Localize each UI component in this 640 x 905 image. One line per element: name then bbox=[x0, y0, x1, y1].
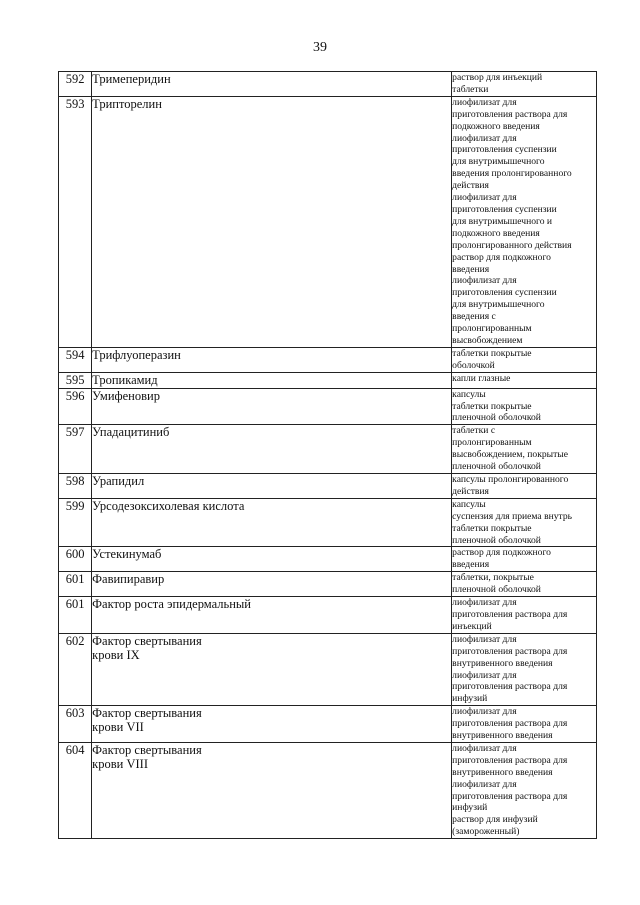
drug-name bbox=[92, 425, 452, 474]
dosage-form-line: капсулы bbox=[452, 388, 486, 400]
dosage-form-line: лиофилизат для bbox=[452, 96, 517, 108]
dosage-form-line: суспензия для приема внутрь bbox=[452, 510, 573, 522]
drug-name-line: Фавипиравир bbox=[92, 572, 165, 587]
dosage-form-line: высвобождением bbox=[452, 334, 523, 346]
row-number: 597 bbox=[59, 425, 92, 474]
dosage-form-line: приготовления раствора для bbox=[452, 645, 568, 657]
drug-name-line: Тропикамид bbox=[92, 372, 158, 387]
drug-name bbox=[92, 347, 452, 372]
dosage-form-line: пленочной оболочкой bbox=[452, 534, 541, 546]
drug-name bbox=[92, 388, 452, 425]
dosage-forms bbox=[452, 706, 597, 743]
table-row bbox=[59, 425, 597, 474]
drug-name-line: крови VIII bbox=[92, 756, 148, 771]
dosage-forms bbox=[452, 742, 597, 838]
table-row bbox=[59, 742, 597, 838]
dosage-form-line: оболочкой bbox=[452, 359, 495, 371]
table-row bbox=[59, 633, 597, 705]
drug-name bbox=[92, 72, 452, 97]
dosage-form-line: лиофилизат для bbox=[452, 633, 517, 645]
row-number: 598 bbox=[59, 474, 92, 499]
dosage-form-line: лиофилизат для bbox=[452, 132, 517, 144]
row-number: 601 bbox=[59, 572, 92, 597]
dosage-form-line: инфузий bbox=[452, 693, 488, 705]
table-row bbox=[59, 388, 597, 425]
dosage-form-line: для внутримышечного bbox=[452, 156, 545, 168]
dosage-forms bbox=[452, 425, 597, 474]
dosage-form-line: высвобождением, покрытые bbox=[452, 449, 568, 461]
table-row bbox=[59, 96, 597, 347]
dosage-form-line: внутривенного введения bbox=[452, 730, 553, 742]
dosage-form-line: действия bbox=[452, 180, 489, 192]
dosage-form-line: приготовления раствора для bbox=[452, 681, 568, 693]
drug-table bbox=[58, 71, 597, 839]
dosage-form-line: введения пролонгированного bbox=[452, 168, 572, 180]
dosage-form-line: приготовления раствора для bbox=[452, 608, 568, 620]
dosage-form-line: введения bbox=[452, 263, 490, 275]
dosage-forms bbox=[452, 72, 597, 97]
row-number: 594 bbox=[59, 347, 92, 372]
dosage-form-line: пролонгированного действия bbox=[452, 239, 572, 251]
dosage-form-line: действия bbox=[452, 485, 489, 497]
dosage-forms bbox=[452, 474, 597, 499]
table-row bbox=[59, 72, 597, 97]
drug-name-line: Урапидил bbox=[92, 474, 145, 488]
drug-name-line: Фактор свертывания bbox=[92, 706, 202, 721]
dosage-form-line: введения с bbox=[452, 311, 496, 323]
row-number: 600 bbox=[59, 547, 92, 572]
drug-name-line: Урсодезоксихолевая кислота bbox=[92, 498, 245, 513]
dosage-forms bbox=[452, 572, 597, 597]
dosage-form-line: капсулы пролонгированного bbox=[452, 474, 569, 485]
dosage-forms bbox=[452, 547, 597, 572]
dosage-form-line: приготовления суспензии bbox=[452, 287, 557, 299]
dosage-form-line: приготовления суспензии bbox=[452, 144, 557, 156]
table-row bbox=[59, 498, 597, 547]
dosage-form-line: лиофилизат для bbox=[452, 742, 517, 754]
dosage-form-line: (замороженный) bbox=[452, 826, 520, 838]
dosage-forms bbox=[452, 347, 597, 372]
dosage-form-line: внутривенного введения bbox=[452, 766, 553, 778]
dosage-form-line: пленочной оболочкой bbox=[452, 412, 541, 424]
dosage-form-line: таблетки, покрытые bbox=[452, 572, 534, 584]
drug-name bbox=[92, 498, 452, 547]
drug-name-line: Умифеновир bbox=[92, 388, 160, 403]
drug-name-line: Тримеперидин bbox=[92, 72, 171, 86]
dosage-form-line: лиофилизат для bbox=[452, 192, 517, 204]
row-number: 596 bbox=[59, 388, 92, 425]
drug-name bbox=[92, 572, 452, 597]
dosage-form-line: лиофилизат для bbox=[452, 597, 517, 609]
table-row bbox=[59, 474, 597, 499]
row-number: 592 bbox=[59, 72, 92, 97]
dosage-form-line: раствор для подкожного bbox=[452, 251, 551, 263]
drug-name bbox=[92, 597, 452, 634]
dosage-form-line: таблетки покрытые bbox=[452, 522, 532, 534]
dosage-form-line: приготовления раствора для bbox=[452, 718, 568, 730]
dosage-form-line: таблетки с bbox=[452, 425, 496, 437]
dosage-form-line: таблетки bbox=[452, 83, 489, 95]
dosage-form-line: раствор для подкожного bbox=[452, 547, 551, 559]
dosage-form-line: таблетки покрытые bbox=[452, 400, 532, 412]
drug-name bbox=[92, 706, 452, 743]
row-number: 593 bbox=[59, 96, 92, 347]
dosage-form-line: капли глазные bbox=[452, 372, 511, 384]
drug-name-line: крови IX bbox=[92, 647, 140, 662]
table-row bbox=[59, 347, 597, 372]
dosage-form-line: таблетки покрытые bbox=[452, 347, 532, 359]
table-row bbox=[59, 547, 597, 572]
drug-name bbox=[92, 547, 452, 572]
dosage-form-line: пролонгированным bbox=[452, 323, 532, 335]
dosage-form-line: инфузий bbox=[452, 802, 488, 814]
table-row bbox=[59, 572, 597, 597]
row-number: 601 bbox=[59, 597, 92, 634]
dosage-forms bbox=[452, 96, 597, 347]
dosage-form-line: приготовления суспензии bbox=[452, 203, 557, 215]
dosage-form-line: подкожного введения bbox=[452, 227, 540, 239]
drug-name-line: Упадацитиниб bbox=[92, 425, 170, 440]
dosage-forms bbox=[452, 372, 597, 388]
dosage-form-line: раствор для инъекций bbox=[452, 72, 543, 83]
dosage-form-line: для внутримышечного bbox=[452, 299, 545, 311]
dosage-form-line: приготовления раствора для bbox=[452, 108, 568, 120]
dosage-form-line: пролонгированным bbox=[452, 437, 532, 449]
row-number: 599 bbox=[59, 498, 92, 547]
drug-name bbox=[92, 474, 452, 499]
drug-name bbox=[92, 372, 452, 388]
row-number: 602 bbox=[59, 633, 92, 705]
dosage-form-line: приготовления раствора для bbox=[452, 754, 568, 766]
table-row bbox=[59, 372, 597, 388]
drug-name bbox=[92, 96, 452, 347]
dosage-forms bbox=[452, 597, 597, 634]
drug-name-line: крови VII bbox=[92, 720, 144, 735]
drug-name-line: Трипторелин bbox=[92, 96, 162, 111]
dosage-form-line: лиофилизат для bbox=[452, 706, 517, 718]
drug-name-line: Фактор свертывания bbox=[92, 742, 202, 757]
drug-name-line: Фактор роста эпидермальный bbox=[92, 597, 251, 612]
dosage-form-line: пленочной оболочкой bbox=[452, 461, 541, 473]
table-row bbox=[59, 597, 597, 634]
dosage-form-line: введения bbox=[452, 559, 490, 571]
dosage-form-line: подкожного введения bbox=[452, 120, 540, 132]
dosage-form-line: капсулы bbox=[452, 498, 486, 510]
page-number: 39 bbox=[313, 40, 327, 55]
drug-name-line: Устекинумаб bbox=[92, 547, 162, 562]
drug-name-line: Фактор свертывания bbox=[92, 633, 202, 648]
dosage-form-line: лиофилизат для bbox=[452, 778, 517, 790]
dosage-form-line: для внутримышечного и bbox=[452, 215, 553, 227]
dosage-form-line: внутривенного введения bbox=[452, 657, 553, 669]
row-number: 595 bbox=[59, 372, 92, 388]
dosage-form-line: раствор для инфузий bbox=[452, 814, 538, 826]
dosage-form-line: инъекций bbox=[452, 620, 492, 632]
drug-name bbox=[92, 742, 452, 838]
dosage-forms bbox=[452, 388, 597, 425]
drug-name bbox=[92, 633, 452, 705]
drug-name-line: Трифлуоперазин bbox=[92, 347, 181, 362]
dosage-form-line: приготовления раствора для bbox=[452, 790, 568, 802]
row-number: 604 bbox=[59, 742, 92, 838]
dosage-form-line: пленочной оболочкой bbox=[452, 584, 541, 596]
dosage-form-line: лиофилизат для bbox=[452, 275, 517, 287]
row-number: 603 bbox=[59, 706, 92, 743]
drug-table-body bbox=[59, 72, 597, 839]
dosage-forms bbox=[452, 633, 597, 705]
table-row bbox=[59, 706, 597, 743]
dosage-form-line: лиофилизат для bbox=[452, 669, 517, 681]
dosage-forms bbox=[452, 498, 597, 547]
